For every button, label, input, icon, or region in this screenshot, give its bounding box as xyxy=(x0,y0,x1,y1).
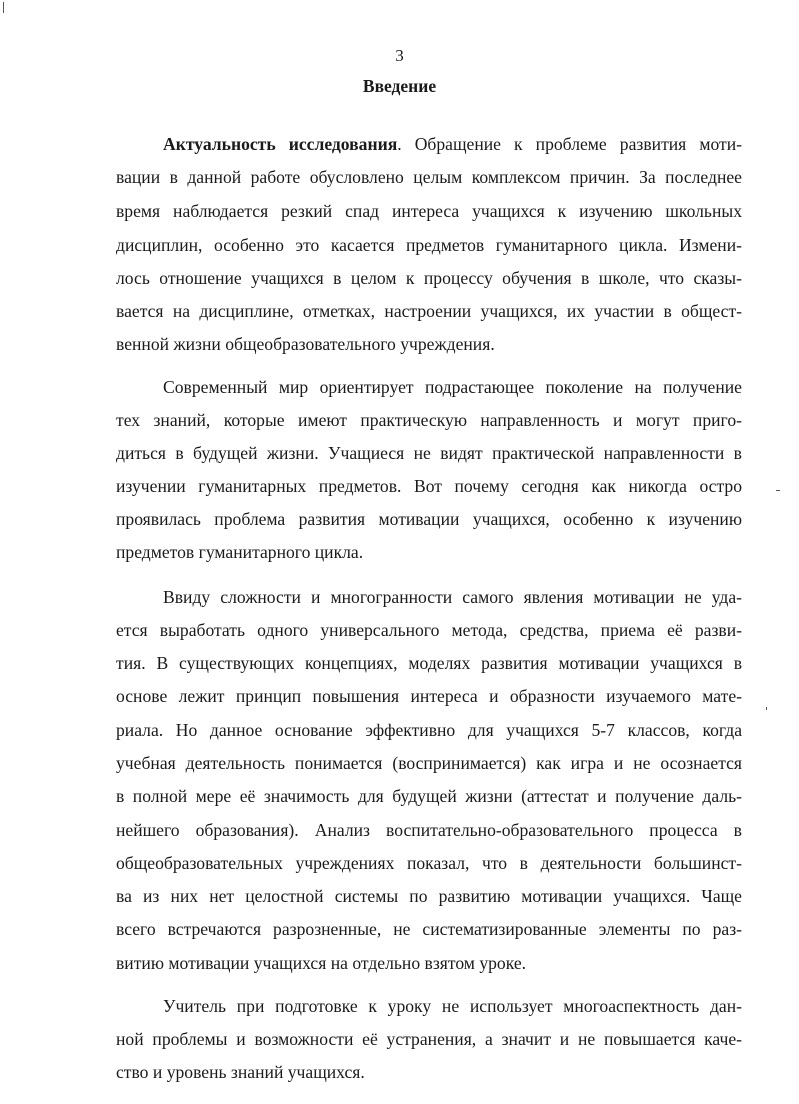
text-line: предметов гуманитарного цикла. xyxy=(116,542,364,562)
text-line: Современный мир ориентирует подрастающее поколение на получение xyxy=(163,377,742,397)
text-line: дисциплин, особенно это касается предметов гуманитарного цикла. Измени- xyxy=(116,235,742,255)
text-line: нейшего образования). Анализ воспитательно-образовательного процесса в xyxy=(116,820,742,840)
text-line: Учитель при подготовке к уроку не использует многоаспектность дан- xyxy=(163,996,742,1016)
text-line: ство и уровень знаний учащихся. xyxy=(116,1062,365,1082)
text-line: проявилась проблема развития мотивации учащихся, особенно к изучению xyxy=(116,509,742,529)
text-line: вается на дисциплине, отметках, настроении учащихся, их участии в общест- xyxy=(116,301,742,321)
text-line: в полной мере её значимость для будущей жизни (аттестат и получение даль- xyxy=(116,786,742,806)
text-line: время наблюдается резкий спад интереса учащихся к изучению школьных xyxy=(116,201,742,221)
text-line: основе лежит принцип повышения интереса и образности изучаемого мате- xyxy=(116,686,742,706)
text-line: тех знаний, которые имеют практическую направленность и могут приго- xyxy=(116,410,742,430)
text-line: венной жизни общеобразовательного учреждения. xyxy=(116,334,495,354)
text-line: вации в данной работе обусловлено целым комплексом причин. За последнее xyxy=(116,167,742,187)
text-line: диться в будущей жизни. Учащиеся не видят практической направленности в xyxy=(116,443,742,463)
text-line: ной проблемы и возможности её устранения, а значит и не повышается каче- xyxy=(116,1029,742,1049)
text-line: изучении гуманитарных предметов. Вот почему сегодня как никогда остро xyxy=(116,476,742,496)
scan-mark xyxy=(3,2,4,13)
text-line: риала. Но данное основание эффективно для учащихся 5-7 классов, когда xyxy=(116,720,742,740)
text-line: общеобразовательных учреждениях показал, что в деятельности большинст- xyxy=(116,853,742,873)
scan-mark xyxy=(766,707,767,710)
scan-mark xyxy=(776,490,780,491)
text-line: ва из них нет целостной системы по развитию мотивации учащихся. Чаще xyxy=(116,886,742,906)
text-line: тия. В существующих концепциях, моделях развития мотивации учащихся в xyxy=(116,653,742,673)
text-line: ется выработать одного универсального метода, средства, приема её разви- xyxy=(116,620,742,640)
text-line: лось отношение учащихся в целом к процессу обучения в школе, что сказы- xyxy=(116,268,742,288)
text-line: Ввиду сложности и многогранности самого явления мотивации не уда- xyxy=(163,587,742,607)
text-line: учебная деятельность понимается (воспринимается) как игра и не осознается xyxy=(116,753,742,773)
text-line: всего встречаются разрозненные, не систематизированные элементы по раз- xyxy=(116,919,742,939)
paragraph-lead: Актуальность исследования xyxy=(163,134,398,154)
text-line: Актуальность исследования. Обращение к проблеме развития моти- xyxy=(163,134,742,154)
text-line: витию мотивации учащихся на отдельно взятом уроке. xyxy=(116,953,527,973)
section-heading: Введение xyxy=(362,76,437,96)
page-number: 3 xyxy=(395,46,404,65)
